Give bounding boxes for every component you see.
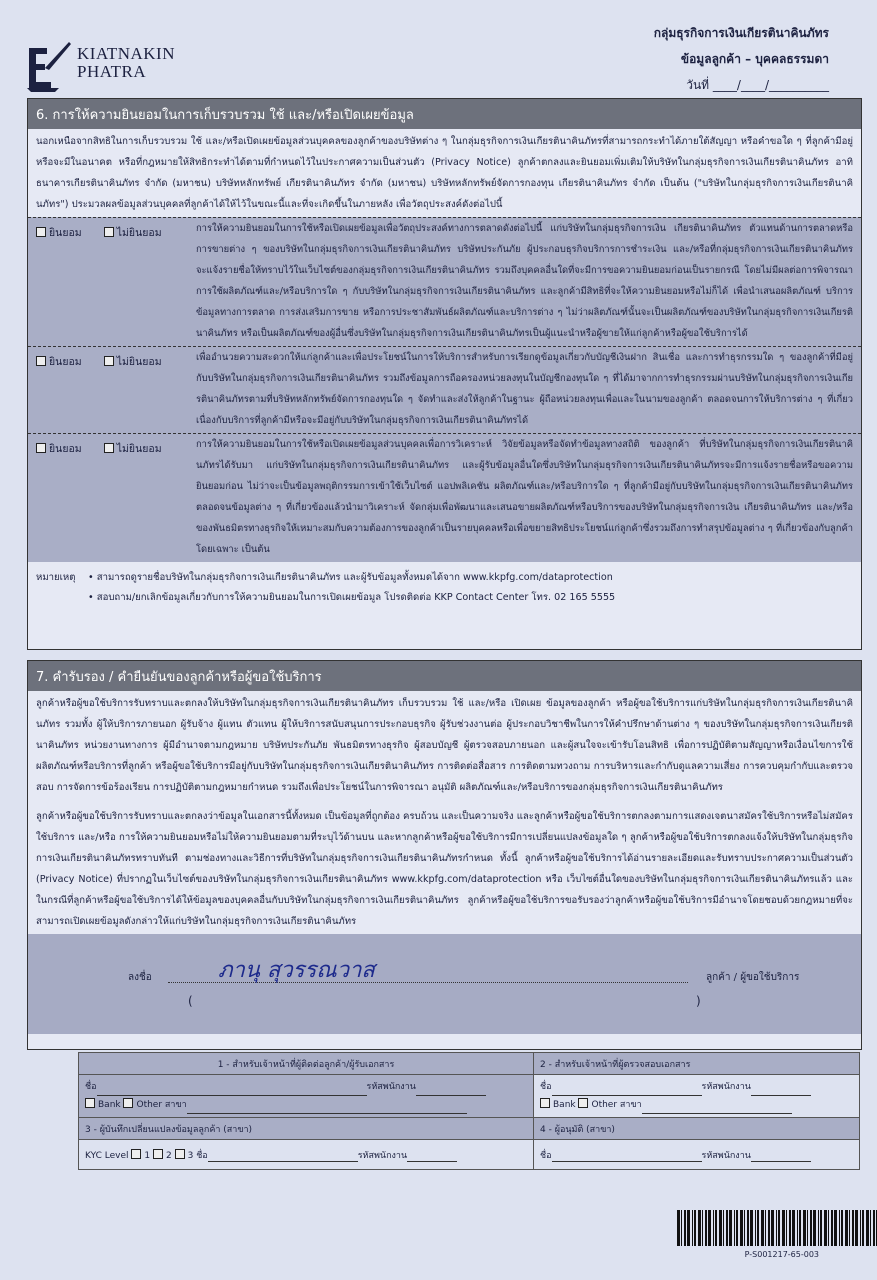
barcode-bar	[687, 1210, 690, 1246]
staff-table	[78, 1052, 860, 1170]
name-field[interactable]	[97, 1086, 367, 1096]
barcode-bar	[789, 1210, 791, 1246]
consent-row	[28, 433, 861, 562]
staff-header-3: 3 - ผู้บันทึกเปลี่ยนแปลงข้อมูลลูกค้า (สาขา)	[79, 1118, 534, 1140]
emp-id-label: รหัสพนักงาน	[701, 1150, 751, 1161]
barcode-bar	[740, 1210, 743, 1246]
kyc-1-checkbox[interactable]	[131, 1149, 141, 1159]
barcode-bar	[813, 1210, 816, 1246]
barcode-bar	[820, 1210, 822, 1246]
consent-label: ยินยอม	[49, 227, 82, 239]
barcode-bar	[705, 1210, 707, 1246]
barcode-bar	[778, 1210, 780, 1246]
decline-checkbox[interactable]	[104, 443, 114, 453]
date-field[interactable]: วันที่ ____/____/__________	[686, 78, 829, 92]
barcode-bar	[768, 1210, 770, 1246]
consent-label: ยินยอม	[49, 356, 82, 368]
kiatnakin-phatra-logo	[25, 38, 175, 94]
decline-checkbox[interactable]	[104, 356, 114, 366]
barcode-bar	[873, 1210, 875, 1246]
name-label: ชื่อ	[540, 1082, 552, 1092]
name-field[interactable]	[552, 1086, 702, 1096]
group-name: กลุ่มธุรกิจการเงินเกียรตินาคินภัทร	[653, 26, 829, 40]
other-label: Other สาขา	[136, 1100, 187, 1110]
barcode-bar	[855, 1210, 858, 1246]
name-field[interactable]	[552, 1152, 702, 1162]
name-label: ชื่อ	[196, 1150, 208, 1161]
barcode-bar	[692, 1210, 693, 1246]
barcode-bar	[750, 1210, 753, 1246]
decline-option[interactable]	[104, 440, 162, 560]
logo-text-1: KIATNAKIN	[77, 44, 175, 63]
barcode-bar	[828, 1210, 829, 1246]
kyc-3-label: 3	[187, 1150, 194, 1161]
barcode-bar	[702, 1210, 703, 1246]
name-label: ชื่อ	[540, 1150, 552, 1161]
barcode-bar	[715, 1210, 717, 1246]
signature-area	[28, 934, 861, 1034]
barcode-bar	[845, 1210, 848, 1246]
barcode-bar	[729, 1210, 732, 1246]
consent-option[interactable]	[36, 440, 82, 560]
barcode-bar	[799, 1210, 801, 1246]
barcode-bar	[782, 1210, 785, 1246]
paren-open: (	[188, 994, 193, 1008]
paren-close: )	[696, 994, 701, 1008]
emp-id-label: รหัสพนักงาน	[357, 1150, 408, 1161]
barcode-bar	[803, 1210, 806, 1246]
bank-checkbox[interactable]	[540, 1098, 550, 1108]
barcode-bar	[839, 1210, 840, 1246]
bank-label: Bank	[553, 1100, 576, 1110]
form-title: ข้อมูลลูกค้า – บุคคลธรรมดา	[680, 52, 829, 66]
emp-id-field[interactable]	[751, 1086, 811, 1096]
barcode-bar	[736, 1210, 738, 1246]
barcode-bar	[723, 1210, 724, 1246]
note-label: หมายเหตุ	[36, 572, 76, 583]
name-field[interactable]	[208, 1152, 358, 1162]
bank-label: Bank	[98, 1100, 121, 1110]
note-item: • สอบถาม/ยกเลิกข้อมูลเกี่ยวกับการให้ความยินยอมในการเปิดเผยข้อมูล โปรดติดต่อ KKP Contact Center โทร. 02 165 5555	[88, 592, 616, 603]
consent-text: เพื่ออำนวยความสะดวกให้แก่ลูกค้าและเพื่อประโยชน์ในการให้บริการสำหรับการเรียกดูข้อมูลเกี่ยวกับบัญชีเงินฝาก สินเชื่อ และการทำธุรกรรมใด ๆ ของลูกค้าที่มีอยู่กับบริษัทในกลุ่มธุรกิจการเงินเกียรตินาคินภัทร รวมถึงข้อมูลการถือครองหน่วยลงทุนในบัญชีกองทุนใด ๆ ที่ได้มาจากการทำธุรกรรมผ่านบริษัทในกลุ่มธุรกิจการเงินเกียรตินาคินภัทรตามที่บริษัทหลักทรัพย์จัดการกองทุนใด ๆ จัดทำและส่งให้ลูกค้าในฐานะ ผู้ถือหน่วยลงทุนเพื่อและในนามของลูกค้า ตลอดจนการให้บริการต่าง ๆ ที่เกี่ยวเนื่องกับบริการที่ลูกค้ามีหรือจะมีอยู่กับบริษัทในกลุ่มธุรกิจการเงินเกียรตินาคินภัทรได้	[196, 352, 853, 426]
kyc-3-checkbox[interactable]	[175, 1149, 185, 1159]
barcode	[677, 1210, 877, 1259]
kyc-2-checkbox[interactable]	[153, 1149, 163, 1159]
decline-option[interactable]	[104, 353, 162, 431]
logo-mark-icon	[25, 38, 73, 92]
consent-row	[28, 346, 861, 433]
emp-id-field[interactable]	[751, 1152, 811, 1162]
barcode-bar	[761, 1210, 764, 1246]
note-item: • สามารถดูรายชื่อบริษัทในกลุ่มธุรกิจการเงินเกียรตินาคินภัทร และผู้รับข้อมูลทั้งหมดได้จาก www.kkpfg.com/dataprotection	[88, 572, 613, 583]
section-7-para-2: ลูกค้าหรือผู้ขอใช้บริการรับทราบและตกลงว่าข้อมูลในเอกสารนี้ทั้งหมด เป็นข้อมูลที่ถูกต้อง ครบถ้วน และเป็นความจริง และลูกค้าหรือผู้ขอใช้บริการตกลงตามการแสดงเจตนาสมัครใช้บริการหรือไม่สมัครใช้บริการ และ/หรือ การให้ความยินยอมหรือไม่ให้ความยินยอมตามที่ระบุไว้ด้านบน และหากลูกค้าหรือผู้ขอใช้บริการมีการเปลี่ยนแปลงข้อมูลใด ๆ ลูกค้าหรือผู้ขอใช้บริการตกลงแจ้งให้บริษัทในกลุ่มธุรกิจการเงินเกียรตินาคินภัทรทราบทันที ตามช่องทางและวิธีการที่บริษัทในกลุ่มธุรกิจการเงินเกียรตินาคินภัทรกำหนด ทั้งนี้ ลูกค้าหรือผู้ขอใช้บริการได้อ่านรายละเอียดและรับทราบประกาศความเป็นส่วนตัว (Privacy Notice) ที่ปรากฏในเว็บไซต์ของบริษัทในกลุ่มธุรกิจการเงินเกียรตินาคินภัทร www.kkpfg.com/dataprotection หรือ เว็บไซต์อื่นใดของบริษัทในกลุ่มธุรกิจการเงินเกียรตินาคินภัทรแล้ว และในกรณีที่ลูกค้าหรือผู้ขอใช้บริการได้ให้ข้อมูลของบุคคลอื่นกับบริษัทในกลุ่มธุรกิจการเงินเกียรตินาคินภัทร ลูกค้าหรือผู้ขอใช้บริการขอรับรองว่าลูกค้าหรือผู้ขอใช้บริการมีอำนาจโดยชอบด้วยกฎหมายที่จะสามารถเปิดเผยข้อมูลดังกล่าวให้แก่บริษัทในกลุ่มธุรกิจการเงินเกียรตินาคินภัทร	[36, 811, 853, 927]
staff-header-1: 1 - สำหรับเจ้าหน้าที่ผู้ติดต่อลูกค้า/ผู้รับเอกสาร	[79, 1053, 534, 1075]
staff-header-4: 4 - ผู้อนุมัติ (สาขา)	[534, 1118, 860, 1140]
barcode-bar	[870, 1210, 871, 1246]
barcode-bar	[786, 1210, 787, 1246]
emp-id-field[interactable]	[407, 1152, 457, 1162]
barcode-bar	[734, 1210, 735, 1246]
consent-text: การให้ความยินยอมในการใช้หรือเปิดเผยข้อมูลเพื่อวัตถุประสงค์ทางการตลาดดังต่อไปนี้ แก่บริษัทในกลุ่มธุรกิจการเงิน เกียรตินาคินภัทร ตัวแทนด้านการตลาดหรือการขายต่าง ๆ ของบริษัทในกลุ่มธุรกิจการเงินเกียรตินาคินภัทร บริษัทประกันภัย ผู้ประกอบธุรกิจบริการการชำระเงิน และ/หรือที่กลุ่มธุรกิจการเงินเกียรตินาคินภัทรจะแจ้งรายชื่อให้ทราบไว้ในเว็บไซต์ของกลุ่มธุรกิจการเงินเกียรตินาคินภัทร รวมถึงบุคคลอื่นใดที่จะมีการขอความยินยอมก่อนเป็นรายกรณี โดยไม่มีผลต่อการพิจารณาการใช้ผลิตภัณฑ์และ/หรือบริการใด ๆ กับบริษัทในกลุ่มธุรกิจการเงินเกียรตินาคินภัทร และลูกค้ามีสิทธิที่จะให้ความยินยอมหรือไม่ก็ได้ เพื่อนำเสนอผลิตภัณฑ์ บริการ ข้อมูลทางการตลาด การส่งเสริมการขาย หรือการประชาสัมพันธ์ผลิตภัณฑ์และบริการต่าง ๆ ไม่ว่าผลิตภัณฑ์นั้นจะเป็นผลิตภัณฑ์ของบริษัทในกลุ่มธุรกิจการเงินเกียรตินาคินภัทร หรือเป็นผลิตภัณฑ์ของผู้อื่นซึ่งบริษัทในกลุ่มธุรกิจการเงินเกียรตินาคินภัทรเป็นผู้แนะนำหรือผู้ขายให้แก่ลูกค้าหรือผู้ขอใช้บริการได้	[196, 223, 853, 339]
kyc-2-label: 2	[165, 1150, 172, 1161]
section-7	[27, 660, 862, 1050]
barcode-bar	[747, 1210, 749, 1246]
barcode-bar	[852, 1210, 854, 1246]
staff-header-2: 2 - สำหรับเจ้าหน้าที่ผู้ตรวจสอบเอกสาร	[534, 1053, 860, 1075]
barcode-bar	[771, 1210, 774, 1246]
consent-label: ยินยอม	[49, 443, 82, 455]
barcode-bar	[677, 1210, 680, 1246]
barcode-bar	[757, 1210, 759, 1246]
barcode-bars-icon	[677, 1210, 877, 1246]
emp-id-label: รหัสพนักงาน	[701, 1082, 751, 1092]
barcode-bar	[681, 1210, 682, 1246]
barcode-bar	[862, 1210, 864, 1246]
branch-field[interactable]	[187, 1104, 467, 1114]
consent-checkbox[interactable]	[36, 356, 46, 366]
barcode-bar	[818, 1210, 819, 1246]
consent-option[interactable]	[36, 224, 82, 344]
other-label: Other สาขา	[591, 1100, 642, 1110]
barcode-bar	[755, 1210, 756, 1246]
barcode-bar	[831, 1210, 833, 1246]
section-6-title: 6. การให้ความยินยอมในการเก็บรวบรวม ใช้ และ/หรือเปิดเผยข้อมูล	[28, 99, 861, 129]
signer-role: ลูกค้า / ผู้ขอใช้บริการ	[706, 972, 800, 983]
barcode-bar	[776, 1210, 777, 1246]
emp-id-field[interactable]	[416, 1086, 486, 1096]
handwritten-signature: ภานุ สุวรรณวาส	[218, 958, 375, 983]
decline-option[interactable]	[104, 224, 162, 344]
barcode-bar	[713, 1210, 714, 1246]
emp-id-label: รหัสพนักงาน	[366, 1082, 416, 1092]
section-7-para-1: ลูกค้าหรือผู้ขอใช้บริการรับทราบและตกลงให้บริษัทในกลุ่มธุรกิจการเงินเกียรตินาคินภัทร เก็บรวบรวม ใช้ และ/หรือ เปิดเผย ข้อมูลของลูกค้า หรือผู้ขอใช้บริการแก่บริษัทในกลุ่มธุรกิจการเงินเกียรตินาคินภัทร รวมทั้ง ผู้ให้บริการภายนอก ผู้รับจ้าง ผู้แทน ตัวแทน ผู้ให้บริการสนับสนุนการประกอบธุรกิจ ผู้รับช่วงงานต่อ ผู้ประกอบวิชาชีพในการให้คำปรึกษาด้านต่าง ๆ ของบริษัทในกลุ่มธุรกิจการเงินเกียรตินาคินภัทร หน่วยงานทางการ ผู้มีอำนาจตามกฎหมาย บริษัทประกันภัย พันธมิตรทางธุรกิจ ผู้สอบบัญชี ผู้ตรวจสอบภายนอก และผู้สนใจจะเข้ารับโอนสิทธิ เพื่อการปฏิบัติตามสัญญาหรือเงื่อนไขการใช้ผลิตภัณฑ์หรือบริการที่ลูกค้า หรือผู้ขอใช้บริการมีอยู่กับบริษัทในกลุ่มธุรกิจการเงินเกียรตินาคินภัทร การติดต่อสื่อสาร การติดตามทวงถาม การบริหารและกำกับดูแลความเสี่ยง การควบคุมกำกับและตรวจสอบ การจัดการข้อร้องเรียน การปฏิบัติตามกฎหมายกำหนด รวมถึงเพื่อประโยชน์ในการพิจารณา อนุมัติ ผลิตภัณฑ์และ/หรือบริการของกลุ่มธุรกิจการเงินเกียรตินาคินภัทร	[36, 698, 853, 793]
sign-label: ลงชื่อ	[128, 972, 152, 983]
barcode-bar	[849, 1210, 850, 1246]
kyc-label: KYC Level	[85, 1150, 129, 1161]
name-label: ชื่อ	[85, 1082, 97, 1092]
decline-label: ไม่ยินยอม	[116, 356, 162, 368]
kyc-1-label: 1	[144, 1150, 151, 1161]
notes	[28, 562, 861, 614]
barcode-bar	[744, 1210, 745, 1246]
barcode-bar	[698, 1210, 701, 1246]
barcode-bar	[866, 1210, 869, 1246]
consent-option[interactable]	[36, 353, 82, 431]
consent-checkbox[interactable]	[36, 443, 46, 453]
other-checkbox[interactable]	[123, 1098, 133, 1108]
consent-row	[28, 217, 861, 346]
barcode-bar	[807, 1210, 808, 1246]
barcode-bar	[841, 1210, 843, 1246]
bank-checkbox[interactable]	[85, 1098, 95, 1108]
decline-checkbox[interactable]	[104, 227, 114, 237]
logo-text-2: PHATRA	[77, 62, 147, 81]
branch-field[interactable]	[642, 1104, 792, 1114]
section-6-intro: นอกเหนือจากสิทธิในการเก็บรวบรวม ใช้ และ/หรือเปิดเผยข้อมูลส่วนบุคคลของลูกค้าของบริษัทต่าง ๆ ในกลุ่มธุรกิจการเงินเกียรตินาคินภัทรที่สามารถกระทำได้ภายใต้สัญญา หรือคำขอใด ๆ ที่ลูกค้ามีอยู่หรือจะมีในอนาคต หรือที่กฎหมายให้สิทธิกระทำได้ตามที่กำหนดไว้ในประกาศความเป็นส่วนตัว (Privacy Notice) ลูกค้าตกลงและยินยอมเพิ่มเติมให้บริษัทในกลุ่มธุรกิจการเงินเกียรตินาคินภัทร อาทิ ธนาคารเกียรตินาคินภัทร จำกัด (มหาชน) บริษัทหลักทรัพย์ เกียรตินาคินภัทร จำกัด (มหาชน) บริษัทหลักทรัพย์จัดการกองทุน เกียรตินาคินภัทร จำกัด เป็นต้น ("บริษัทในกลุ่มธุรกิจการเงินเกียรตินาคินภัทร") ประมวลผลข้อมูลส่วนบุคคลที่ลูกค้าได้ให้ไว้ในขณะนี้และที่จะเกิดขึ้นในภายหลัง เพื่อวัตถุประสงค์ดังต่อไปนี้	[36, 136, 853, 210]
barcode-bar	[684, 1210, 686, 1246]
barcode-bar	[824, 1210, 827, 1246]
barcode-bar	[726, 1210, 728, 1246]
barcode-number: P-S001217-65-003	[744, 1250, 819, 1259]
barcode-bar	[860, 1210, 861, 1246]
barcode-bar	[810, 1210, 812, 1246]
consent-checkbox[interactable]	[36, 227, 46, 237]
section-6	[27, 98, 862, 650]
barcode-bar	[694, 1210, 696, 1246]
decline-label: ไม่ยินยอม	[116, 227, 162, 239]
barcode-bar	[792, 1210, 795, 1246]
barcode-bar	[834, 1210, 837, 1246]
barcode-bar	[719, 1210, 722, 1246]
section-7-title: 7. คำรับรอง / คำยืนยันของลูกค้าหรือผู้ขอใช้บริการ	[28, 661, 861, 691]
other-checkbox[interactable]	[578, 1098, 588, 1108]
decline-label: ไม่ยินยอม	[116, 443, 162, 455]
barcode-bar	[708, 1210, 711, 1246]
barcode-bar	[797, 1210, 798, 1246]
barcode-bar	[765, 1210, 766, 1246]
consent-text: การให้ความยินยอมในการใช้หรือเปิดเผยข้อมูลส่วนบุคคลเพื่อการวิเคราะห์ วิจัยข้อมูลหรือจัดทำข้อมูลทางสถิติ ของลูกค้า ที่บริษัทในกลุ่มธุรกิจการเงินเกียรตินาคินภัทรได้รับมา แก่บริษัทในกลุ่มธุรกิจการเงินเกียรตินาคินภัทร และผู้รับข้อมูลอื่นใดซึ่งบริษัทในกลุ่มธุรกิจการเงินเกียรตินาคินภัทรจะมีการแจ้งรายชื่อหรือขอความยินยอมก่อน ไม่ว่าจะเป็นข้อมูลพฤติกรรมการเข้าใช้เว็บไซต์ แอปพลิเคชัน ผลิตภัณฑ์และ/หรือบริการใด ๆ ที่ลูกค้ามีอยู่กับบริษัทในกลุ่มธุรกิจการเงินเกียรตินาคินภัทร ตลอดจนข้อมูลต่าง ๆ ที่เกี่ยวข้องแล้วนำมาวิเคราะห์ จัดกลุ่มเพื่อพัฒนาและเสนอขายผลิตภัณฑ์หรือบริการของบริษัทในกลุ่มธุรกิจการเงิน เกียรตินาคินภัทร และ/หรือของพันธมิตรทางธุรกิจให้เหมาะสมกับความต้องการของลูกค้าเป็นรายบุคคลหรือเพื่อขยายสิทธิประโยชน์แก่ลูกค้าซึ่งรวมถึงการทำสรุปข้อมูลต่าง ๆ ที่เกี่ยวข้องกับลูกค้าโดยเฉพาะ เป็นต้น	[196, 439, 853, 555]
